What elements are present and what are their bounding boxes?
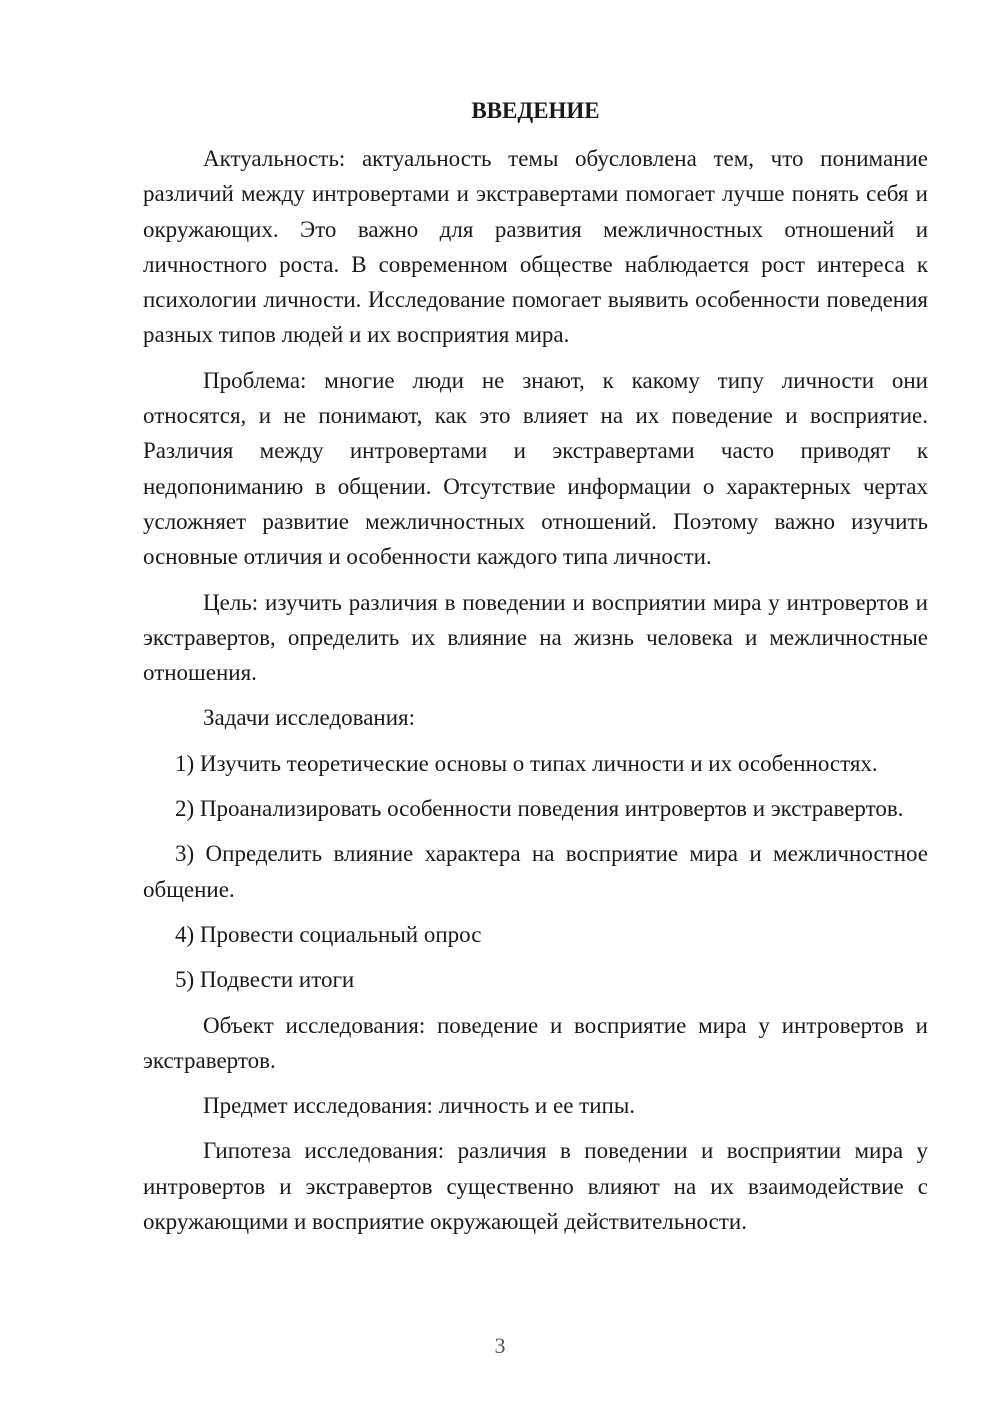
task-item: 5) Подвести итоги <box>175 967 355 993</box>
page-number: 3 <box>494 1333 506 1358</box>
paragraph-object: Объект исследования: поведение и восприятие мира у интровертов и экстравертов. <box>143 1012 928 1073</box>
task-item: 4) Провести социальный опрос <box>175 921 482 947</box>
paragraph-subject: Предмет исследования: личность и ее типы. <box>203 1093 636 1119</box>
paragraph-tasks-heading: Задачи исследования: <box>203 705 416 731</box>
task-item: 2) Проанализировать особенности поведения интровертов и экстравертов. <box>175 796 904 822</box>
paragraph-problem: Проблема: многие люди не знают, к какому типу личности они относятся, и не понимают, как это влияет на их поведение и восприятие. Различия между интровертами и экстравертами часто приводят к недопониманию в общении. Отсутствие информации о характерных чертах усложняет развитие межличностных отношений. Поэтому важно изучить основные отличия и особенности каждого типа личности. <box>143 367 928 570</box>
paragraph-relevance: Актуальность: актуальность темы обусловлена тем, что понимание различий между интровертами и экстравертами помогает лучше понять себя и окружающих. Это важно для развития межличностных отношений и личностного роста. В современном обществе наблюдается рост интереса к психологии личности. Исследование помогает выявить особенности поведения разных типов людей и их восприятия мира. <box>143 146 928 348</box>
section-title: ВВЕДЕНИЕ <box>471 98 600 123</box>
paragraph-goal: Цель: изучить различия в поведении и восприятии мира у интровертов и экстравертов, определить их влияние на жизнь человека и межличностные отношения. <box>143 589 928 686</box>
task-item: 3) Определить влияние характера на восприятие мира и межличностное общение. <box>143 841 928 902</box>
document-body <box>143 93 928 1249</box>
task-item: 1) Изучить теоретические основы о типах личности и их особенностях. <box>175 750 878 776</box>
paragraph-hypothesis: Гипотеза исследования: различия в поведении и восприятии мира у интровертов и экстравертов существенно влияют на их взаимодействие с окружающими и восприятие окружающей действительности. <box>143 1138 928 1235</box>
